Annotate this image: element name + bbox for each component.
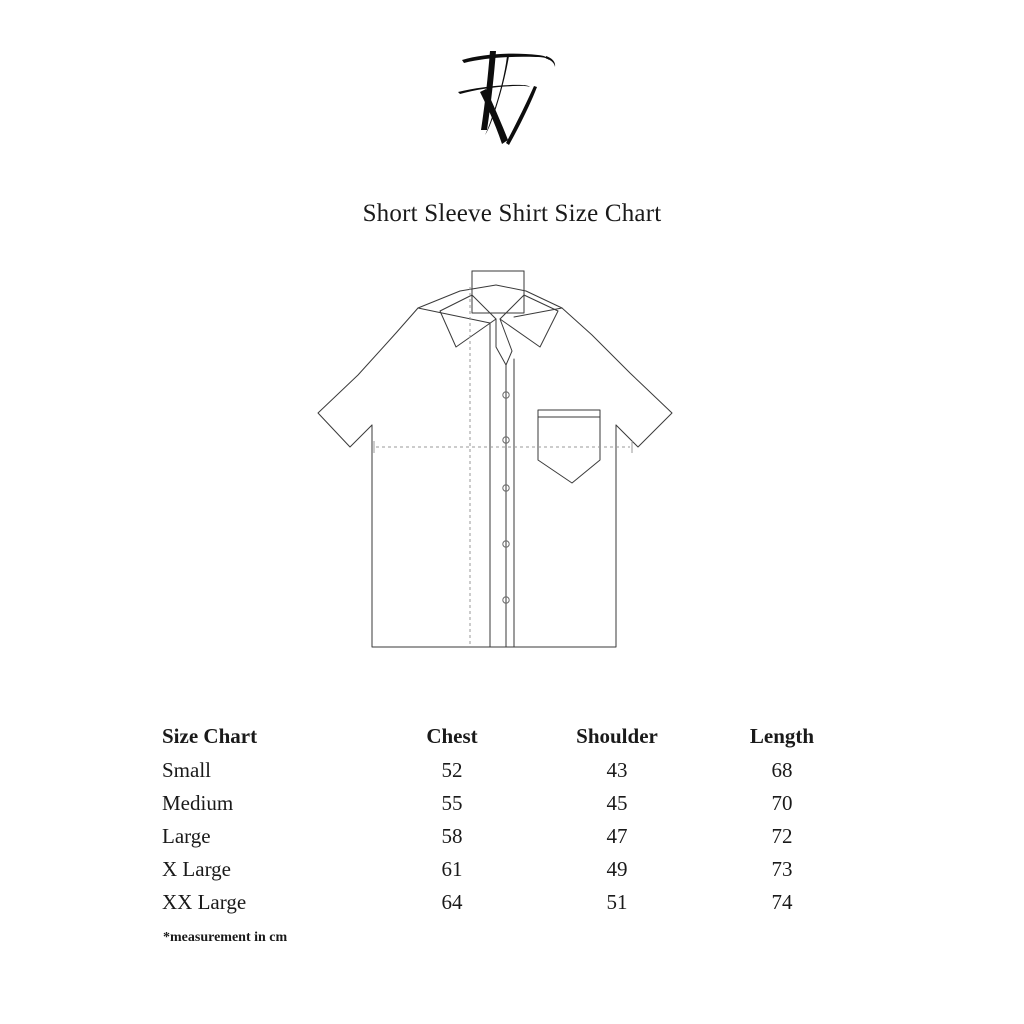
cell-shoulder: 47	[606, 824, 628, 848]
cell-length: 68	[771, 758, 793, 782]
table-header-row	[162, 718, 862, 754]
table-row	[162, 754, 862, 787]
cell-length: 72	[771, 824, 793, 848]
cell-chest: 52	[441, 758, 463, 782]
cell-chest: 64	[441, 890, 463, 914]
measurement-unit-note: *measurement in cm	[163, 930, 288, 945]
short-sleeve-shirt-technical-drawing	[300, 255, 724, 665]
column-header-size: Size Chart	[162, 723, 258, 748]
page-title: Short Sleeve Shirt Size Chart	[362, 200, 662, 227]
tfv-monogram-logo	[452, 46, 572, 156]
shirt-illustration	[300, 255, 724, 665]
table-row	[162, 853, 862, 886]
cell-shoulder: 51	[606, 890, 628, 914]
cell-size: Large	[162, 824, 211, 848]
brand-logo	[0, 46, 1024, 156]
column-header-length: Length	[749, 723, 815, 748]
size-chart-table	[162, 718, 862, 919]
column-header-shoulder: Shoulder	[576, 723, 658, 748]
cell-length: 74	[771, 890, 793, 914]
cell-chest: 58	[441, 824, 463, 848]
cell-chest: 55	[441, 791, 463, 815]
cell-size: XX Large	[162, 890, 247, 914]
column-header-chest: Chest	[426, 723, 478, 748]
table-row	[162, 820, 862, 853]
cell-size: Small	[162, 758, 212, 782]
cell-size: X Large	[162, 857, 231, 881]
table-row	[162, 886, 862, 919]
cell-length: 70	[771, 791, 793, 815]
cell-size: Medium	[162, 791, 234, 815]
cell-shoulder: 45	[606, 791, 628, 815]
cell-shoulder: 43	[606, 758, 628, 782]
cell-shoulder: 49	[606, 857, 628, 881]
cell-length: 73	[771, 857, 793, 881]
cell-chest: 61	[441, 857, 463, 881]
table-row	[162, 787, 862, 820]
